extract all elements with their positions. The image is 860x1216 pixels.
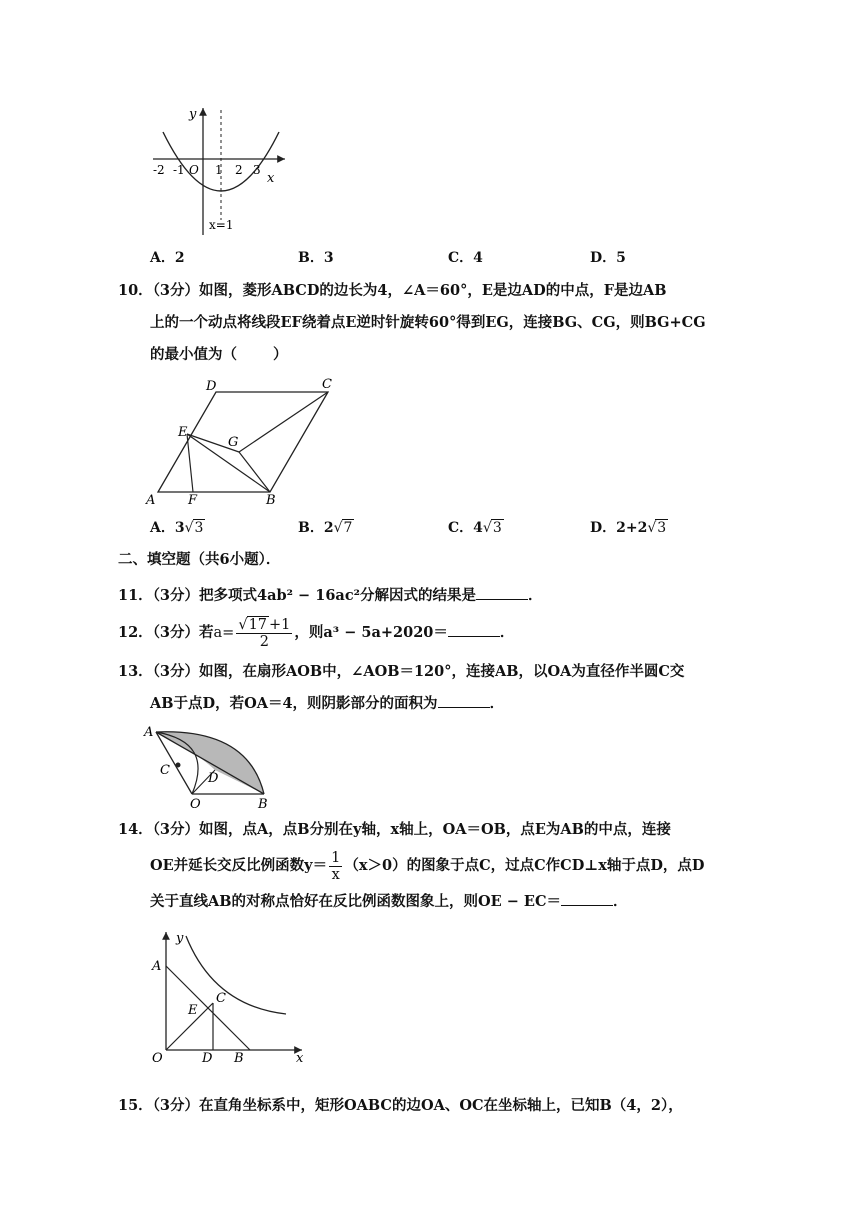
q9-option-a[interactable]: A．2 bbox=[150, 250, 185, 266]
tick-2: 2 bbox=[235, 163, 243, 177]
label-a: A bbox=[146, 493, 156, 508]
q9-parabola-figure bbox=[145, 100, 295, 240]
center-c-dot bbox=[176, 763, 181, 768]
q10-line-1: 10．（3分）如图，菱形ABCD的边长为4，∠A＝60°，E是边AD的中点，F是边AB bbox=[118, 282, 667, 299]
segment-cg bbox=[239, 392, 328, 452]
reciprocal-curve bbox=[186, 936, 286, 1014]
label-o: O bbox=[190, 797, 201, 810]
label-c: C bbox=[322, 377, 332, 392]
tick-1: 1 bbox=[215, 163, 223, 177]
q10-option-b[interactable]: B．2√7 bbox=[298, 520, 353, 536]
q13-sector-figure bbox=[140, 722, 280, 810]
q13-answer-blank[interactable] bbox=[438, 693, 490, 708]
q12-answer-blank[interactable] bbox=[448, 622, 500, 637]
label-y: y bbox=[176, 931, 184, 946]
label-g: G bbox=[228, 435, 239, 450]
label-e: E bbox=[178, 425, 188, 440]
q10-option-c[interactable]: C．4√3 bbox=[448, 520, 502, 536]
label-b: B bbox=[258, 797, 268, 810]
q14-line-3: 关于直线AB的对称点恰好在反比例函数图象上，则OE − EC＝ ． bbox=[150, 893, 628, 910]
q9-option-c[interactable]: C．4 bbox=[448, 250, 483, 266]
label-b: B bbox=[266, 493, 276, 508]
y-axis-label: y bbox=[189, 107, 197, 122]
q14-hyperbola-figure bbox=[146, 928, 312, 1068]
label-d: D bbox=[208, 771, 219, 786]
label-a: A bbox=[144, 725, 154, 740]
origin-label: O bbox=[189, 163, 199, 177]
label-e: E bbox=[188, 1003, 198, 1018]
tick-3: 3 bbox=[253, 163, 261, 177]
label-a: A bbox=[152, 959, 162, 974]
label-c: C bbox=[160, 763, 170, 778]
q14-answer-blank[interactable] bbox=[561, 891, 613, 906]
question-10 bbox=[118, 275, 738, 371]
q9-options bbox=[150, 247, 770, 271]
label-d: D bbox=[202, 1051, 213, 1066]
label-f: F bbox=[188, 493, 198, 508]
label-c: C bbox=[216, 991, 226, 1006]
q11-answer-blank[interactable] bbox=[476, 585, 528, 600]
question-13 bbox=[118, 656, 738, 720]
q10-line-2: 上的一个动点将线段EF绕着点E逆时针旋转60°得到EG，连接BG、CG，则BG+CG bbox=[150, 314, 706, 331]
section-2-heading: 二、填空题（共6小题）． bbox=[118, 551, 281, 568]
q9-option-d[interactable]: D．5 bbox=[590, 250, 626, 266]
question-12: 12．（3分）若a= $\frac{√17 +1}{2}$ ，则a³ − 5a+2020＝ ． bbox=[118, 617, 515, 650]
question-11: 11．（3分）把多项式4ab² − 16ac²分解因式的结果是 ． bbox=[118, 587, 543, 604]
q14-line-1: 14．（3分）如图，点A，点B分别在y轴，x轴上，OA＝OB，点E为AB的中点，连接 bbox=[118, 821, 671, 838]
label-b: B bbox=[234, 1051, 244, 1066]
q12-fraction: $\frac{√17 +1}{2}$ bbox=[238, 617, 291, 650]
tick-neg1: -1 bbox=[173, 163, 185, 177]
question-14 bbox=[118, 814, 738, 918]
label-o: O bbox=[152, 1051, 163, 1066]
q10-option-d[interactable]: D．2+2√3 bbox=[590, 520, 667, 536]
q14-line-2: OE并延长交反比例函数y＝ $\frac{1}{x}$ （x＞0）的图象于点C，过点C作CD⊥x轴于点D，点D bbox=[150, 849, 705, 883]
q10-line-3: 的最小值为（ ） bbox=[150, 346, 288, 363]
q9-option-b[interactable]: B．3 bbox=[298, 250, 334, 266]
q10-rhombus-figure bbox=[140, 372, 350, 510]
label-d: D bbox=[206, 379, 217, 394]
symmetry-axis-label: x=1 bbox=[209, 218, 234, 232]
rhombus-abcd bbox=[158, 392, 328, 492]
segment-ef bbox=[187, 434, 193, 492]
x-axis-label: x bbox=[267, 171, 275, 186]
q10-option-a[interactable]: A．3√3 bbox=[150, 520, 204, 536]
q10-options bbox=[150, 517, 770, 541]
label-x: x bbox=[296, 1051, 304, 1066]
segment-bg bbox=[239, 452, 270, 492]
q13-line-2: AB于点D，若OA＝4，则阴影部分的面积为 ． bbox=[150, 695, 505, 712]
tick-neg2: -2 bbox=[153, 163, 165, 177]
q14-fraction: $\frac{1}{x}$ bbox=[331, 849, 341, 883]
q13-line-1: 13．（3分）如图，在扇形AOB中，∠AOB＝120°，连接AB，以OA为直径作半圆C交 bbox=[118, 663, 685, 680]
question-15: 15．（3分）在直角坐标系中，矩形OABC的边OA、OC在坐标轴上，已知B（4，2）， bbox=[118, 1097, 683, 1114]
